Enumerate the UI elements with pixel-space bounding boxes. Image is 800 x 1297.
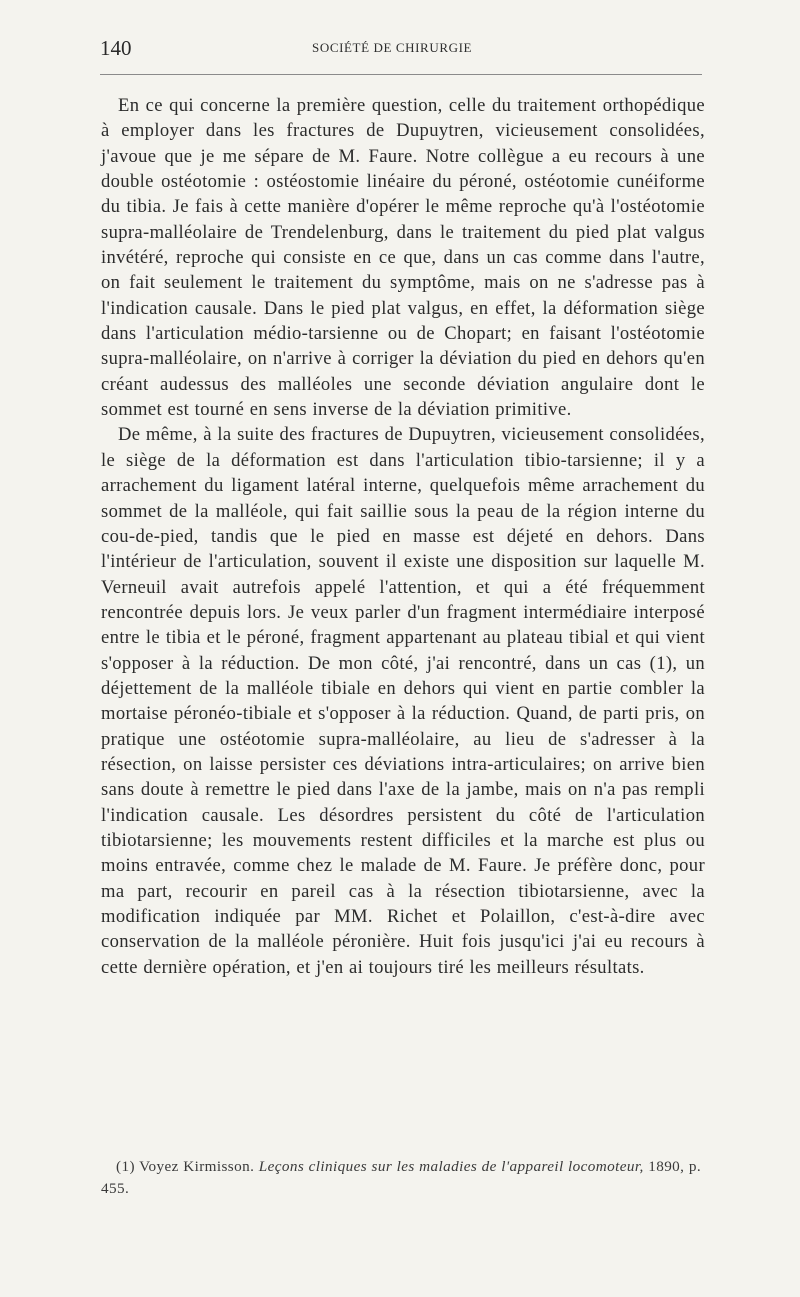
footnote-marker: (1) Voyez Kirmisson. (116, 1158, 255, 1175)
footnote-details: 1890, p. 455. (101, 1158, 702, 1197)
header-rule (100, 74, 702, 75)
footnote (101, 1156, 701, 1200)
running-head: SOCIÉTÉ DE CHIRURGIE (312, 40, 473, 55)
footnote-title: Leçons cliniques sur les maladies de l'appareil locomoteur, (258, 1158, 644, 1175)
paragraph: En ce qui concerne la première question, celle du traitement orthopédique à employer dans les fractures de Dupuytren, vicieusement consolidées, j'avoue que je me sépare de M. Faure. Notre collègue a eu recours à une double ostéotomie : ostéostomie linéaire du péroné, ostéotomie cunéiforme du tibia. Je fais à cette manière d'opérer le même reproche qu'à l'ostéotomie supra-malléolaire de Trendelenburg, dans le traitement du pied plat valgus invétéré, reproche qui consiste en ce que, dans un cas comme dans l'autre, on fait seulement le traitement du symptôme, mais on ne s'adresse pas à l'indication causale. Dans le pied plat valgus, en effet, la déformation siège dans l'articulation médio-tarsienne ou de Chopart; en faisant l'ostéotomie supra-malléolaire, on n'arrive à corriger la déviation du pied en dehors qu'en créant audessus des malléoles une seconde déviation angulaire dont le sommet est tourné en sens inverse de la déviation primitive. (101, 95, 705, 421)
page-header (100, 36, 702, 64)
paragraph: De même, à la suite des fractures de Dupuytren, vicieusement consolidées, le siège de la déformation est dans l'articulation tibio-tarsienne; il y a arrachement du ligament latéral interne, quelquefois même arrachement du sommet de la malléole, qui fait saillie sous la peau de la région interne du cou-de-pied, tandis que le pied en masse est déjeté en dehors. Dans l'intérieur de l'articulation, souvent il existe une disposition sur laquelle M. Verneuil avait autrefois appelé l'attention, et qui a été fréquemment rencontrée depuis lors. Je veux parler d'un fragment intermédiaire interposé entre le tibia et le péroné, fragment appartenant au plateau tibial et qui vient s'opposer à la réduction. De mon côté, j'ai rencontré, dans un cas (1), un déjettement de la malléole tibiale en dehors qui vient en partie combler la mortaise péronéo-tibiale et s'opposer à la réduction. Quand, de parti pris, on pratique une ostéotomie supra-malléolaire, au lieu de s'adresser à la résection, on laisse persister ces déviations intra-articulaires; on arrive bien sans doute à remettre le pied dans l'axe de la jambe, mais on n'a pas rempli l'indication causale. Les désordres persistent du côté de l'articulation tibiotarsienne; les mouvements restent difficiles et la marche est plus ou moins entravée, comme chez le malade de M. Faure. Je préfère donc, pour ma part, recourir en pareil cas à la résection tibiotarsienne, avec la modification indiquée par MM. Richet et Polaillon, c'est-à-dire avec conservation de la malléole péronière. Huit fois jusqu'ici j'ai eu recours à cette dernière opération, et j'en ai toujours tiré les meilleurs résultats. (101, 424, 705, 978)
body-text (101, 93, 705, 980)
page-number: 140 (100, 36, 132, 60)
